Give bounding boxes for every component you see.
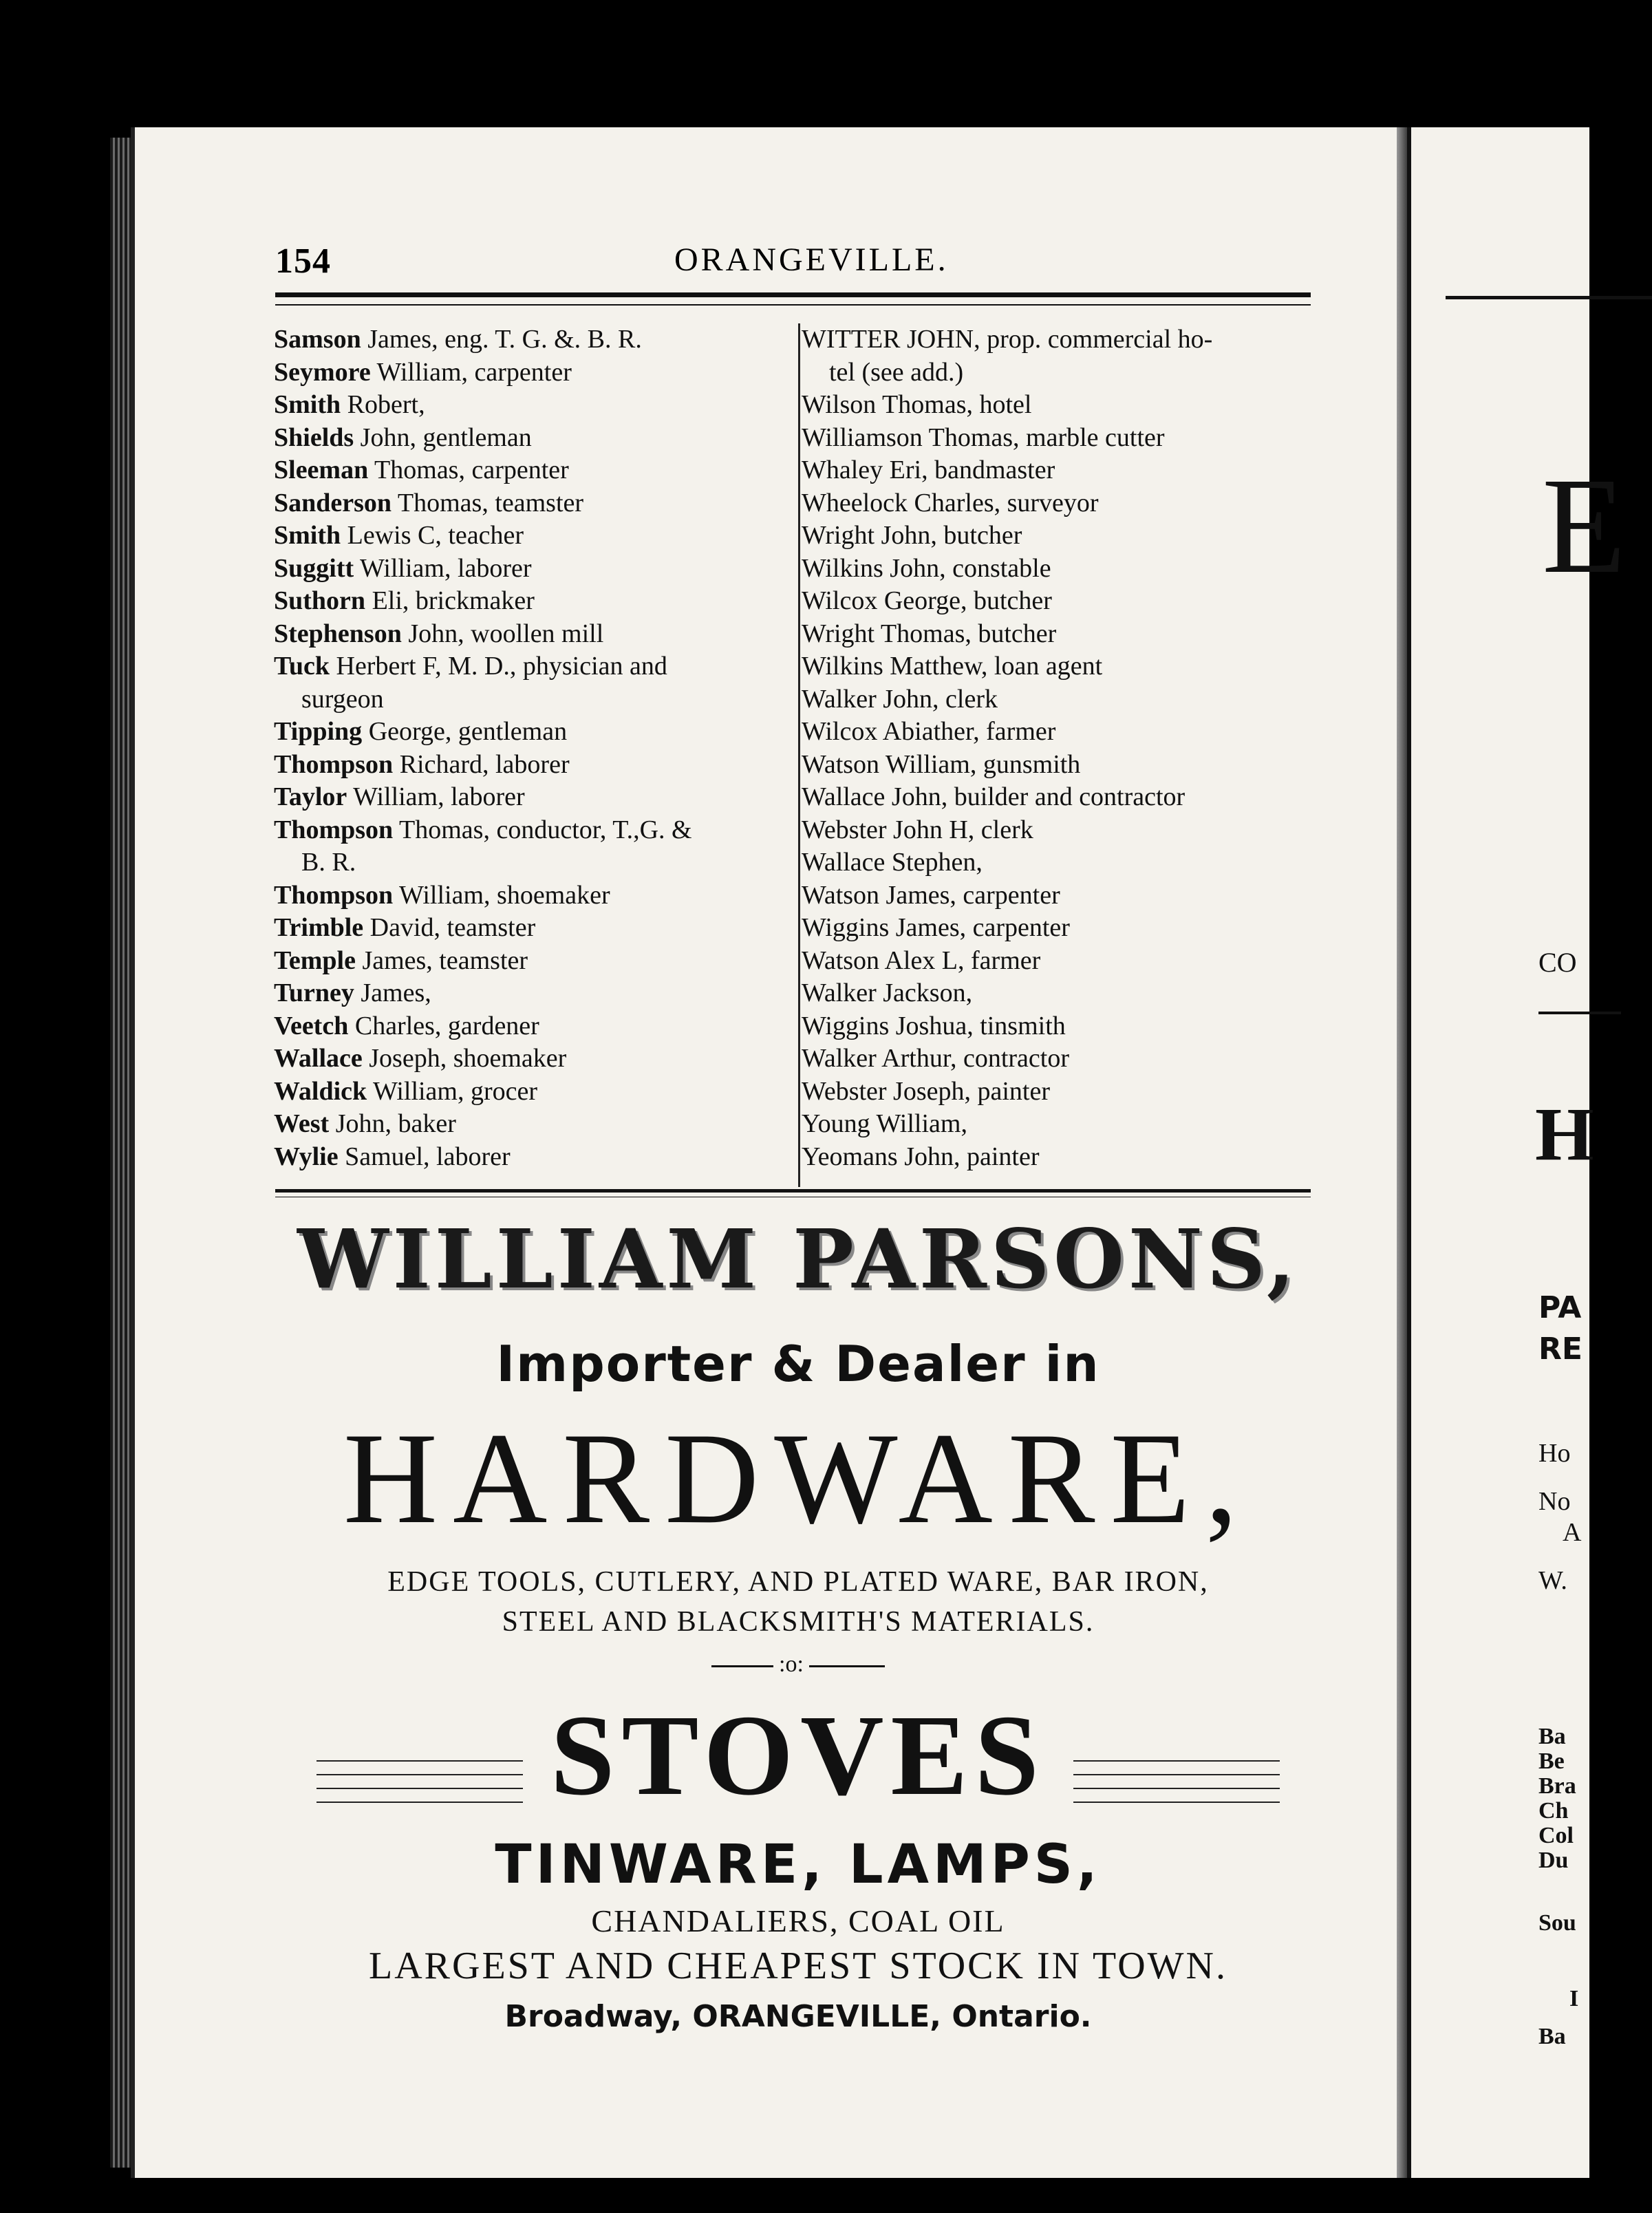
facing-no: No xyxy=(1538,1487,1571,1516)
entry-details: George, gentleman xyxy=(368,717,568,746)
directory-entry: tel (see add.) xyxy=(829,357,964,387)
entry-surname: Thompson xyxy=(274,880,394,910)
entry-surname: Sleeman xyxy=(274,456,369,484)
directory-entry xyxy=(274,781,797,814)
entry-details: John, gentleman xyxy=(360,423,532,452)
directory-entry xyxy=(274,814,797,847)
entry-details: Charles, gardener xyxy=(354,1011,539,1040)
directory-entry xyxy=(274,585,797,618)
entry-surname: Smith xyxy=(274,521,341,550)
directory-entry xyxy=(274,912,797,945)
page-header xyxy=(275,241,1307,282)
facing-a: A xyxy=(1563,1518,1582,1547)
entry-surname: Wallace xyxy=(274,1044,363,1073)
facing-list-fragment: Bra xyxy=(1538,1773,1576,1799)
directory-entry: Wilkins John, constable xyxy=(802,553,1051,583)
entry-details: Herbert F, M. D., physician and xyxy=(336,652,667,681)
largest-stock-line: LARGEST AND CHEAPEST STOCK IN TOWN. xyxy=(369,1945,1227,1987)
entry-surname: Tuck xyxy=(274,652,330,681)
directory-column-right xyxy=(802,323,1324,1173)
stoves-heading: STOVES xyxy=(550,1691,1046,1819)
directory-entry xyxy=(274,520,797,553)
facing-list-fragment: Ba xyxy=(1538,2024,1566,2049)
entry-surname: Stephenson xyxy=(274,619,402,648)
header-rule xyxy=(275,292,1311,306)
directory-entry: Walker Arthur, contractor xyxy=(802,1044,1069,1073)
directory-entry xyxy=(274,716,797,749)
directory-entry: Watson William, gunsmith xyxy=(802,749,1081,779)
directory-entry: Young William, xyxy=(802,1109,967,1138)
entry-surname: Taylor xyxy=(274,782,347,811)
directory-entry xyxy=(274,389,797,422)
entry-details: William, grocer xyxy=(372,1076,538,1106)
facing-big-letter: E xyxy=(1542,450,1627,602)
directory-entry: Wiggins James, carpenter xyxy=(802,913,1070,942)
facing-big-h: H xyxy=(1535,1092,1594,1176)
facing-list-fragment: Ba xyxy=(1538,1724,1566,1749)
facing-rule-2 xyxy=(1538,1012,1621,1014)
entry-details: William, carpenter xyxy=(376,357,572,387)
entry-details: James, eng. T. G. &. B. R. xyxy=(367,325,642,354)
facing-co: CO xyxy=(1538,947,1577,978)
entry-surname: Tipping xyxy=(274,717,363,746)
directory-entry xyxy=(274,1010,797,1043)
tinware-heading: TINWARE, LAMPS, xyxy=(495,1834,1102,1896)
entry-details: Eli, brickmaker xyxy=(372,586,535,615)
goods-list xyxy=(261,1562,1335,1642)
directory-entry: Walker John, clerk xyxy=(802,684,998,714)
directory-entry: Wilcox Abiather, farmer xyxy=(802,717,1056,746)
directory-entry: Wiggins Joshua, tinsmith xyxy=(802,1011,1066,1040)
column-divider xyxy=(798,323,800,1187)
directory-entry xyxy=(274,650,797,683)
directory-entry: Watson Alex L, farmer xyxy=(802,945,1041,975)
hardware-heading: HARDWARE, xyxy=(343,1407,1254,1551)
entry-details: Robert, xyxy=(347,390,425,419)
goods-line-2: STEEL AND BLACKSMITH'S MATERIALS. xyxy=(502,1606,1095,1638)
page-number: 154 xyxy=(275,242,331,281)
entry-details: William, laborer xyxy=(359,553,532,583)
entry-details: Joseph, shoemaker xyxy=(369,1044,567,1073)
entry-surname: Smith xyxy=(274,390,341,419)
directory-entry: Wheelock Charles, surveyor xyxy=(802,488,1099,517)
directory-entry xyxy=(274,1141,797,1174)
directory-entry xyxy=(274,553,797,586)
directory-entry: Wright Thomas, butcher xyxy=(802,619,1057,648)
facing-ho: Ho xyxy=(1538,1439,1571,1468)
entry-details: Lewis C, teacher xyxy=(347,521,524,550)
directory-entry xyxy=(274,1043,797,1076)
entry-details: Samuel, laborer xyxy=(345,1142,511,1171)
entry-surname: Temple xyxy=(274,945,356,975)
entry-details: Thomas, carpenter xyxy=(374,456,569,484)
directory-entry: Wilkins Matthew, loan agent xyxy=(802,652,1103,681)
directory-entry xyxy=(274,618,797,651)
entry-details: William, laborer xyxy=(353,782,525,811)
facing-list-fragment: Col xyxy=(1538,1823,1574,1848)
entry-surname: Trimble xyxy=(274,913,364,942)
directory-entry: WITTER JOHN, prop. commercial ho- xyxy=(802,325,1213,354)
facing-list-fragment: Du xyxy=(1538,1848,1569,1873)
advertisement-rule xyxy=(275,1189,1311,1197)
facing-list-fragment: Sou xyxy=(1538,1910,1576,1936)
hardware-advertisement xyxy=(261,1211,1335,2037)
directory-entry xyxy=(274,1108,797,1141)
entry-surname: Shields xyxy=(274,423,354,452)
directory-entry xyxy=(274,454,797,487)
directory-entry: Wilcox George, butcher xyxy=(802,586,1052,615)
entry-details: Thomas, teamster xyxy=(397,488,584,517)
facing-pa: PA xyxy=(1538,1290,1582,1325)
directory-entry: Wright John, butcher xyxy=(802,521,1022,550)
directory-entry xyxy=(274,1076,797,1109)
entry-surname: West xyxy=(274,1109,330,1138)
directory-entry: Whaley Eri, bandmaster xyxy=(802,456,1055,484)
facing-list-fragment: I xyxy=(1569,1986,1579,2011)
directory-entry: Williamson Thomas, marble cutter xyxy=(802,423,1165,452)
directory-entry: Wilson Thomas, hotel xyxy=(802,390,1032,419)
chandeliers-line: CHANDALIERS, COAL OIL xyxy=(591,1903,1005,1938)
entry-details: Richard, laborer xyxy=(399,749,570,779)
directory-entry xyxy=(274,846,797,879)
directory-column-left xyxy=(274,323,797,1173)
entry-surname: Thompson xyxy=(274,815,394,844)
directory-entry: Wallace John, builder and contractor xyxy=(802,782,1186,811)
entry-details: John, woollen mill xyxy=(408,619,604,648)
directory-entry xyxy=(274,977,797,1010)
directory-entry: Webster Joseph, painter xyxy=(802,1076,1050,1106)
directory-entry: Wallace Stephen, xyxy=(802,848,983,877)
separator-ornament xyxy=(261,1651,1335,1678)
entry-details: William, shoemaker xyxy=(399,880,610,910)
running-title: ORANGEVILLE. xyxy=(674,242,949,278)
directory-entry: Watson James, carpenter xyxy=(802,880,1060,910)
entry-details: David, teamster xyxy=(369,913,536,942)
directory-entry xyxy=(274,683,797,716)
goods-line-1: EDGE TOOLS, CUTLERY, AND PLATED WARE, BAR IRON, xyxy=(387,1566,1209,1598)
entry-surname: Veetch xyxy=(274,1011,349,1040)
directory-entry: Yeomans John, painter xyxy=(802,1142,1040,1171)
facing-list-fragment: Ch xyxy=(1538,1798,1569,1824)
directory-entry: Webster John H, clerk xyxy=(802,815,1033,844)
entry-surname: Samson xyxy=(274,325,361,354)
entry-details: John, baker xyxy=(335,1109,456,1138)
facing-page-fragment xyxy=(1407,127,1627,2178)
directory-entry xyxy=(274,356,797,389)
directory-entry xyxy=(274,323,797,356)
entry-surname: Seymore xyxy=(274,357,371,387)
directory-entry xyxy=(274,879,797,912)
separator-text: :o: xyxy=(779,1651,804,1677)
entry-surname: Thompson xyxy=(274,749,394,779)
facing-list-fragment: Be xyxy=(1538,1749,1565,1774)
entry-surname: Waldick xyxy=(274,1076,367,1106)
advertiser-name: WILLIAM PARSONS, xyxy=(297,1211,1299,1307)
entry-details: Thomas, conductor, T.,G. & xyxy=(399,815,692,844)
facing-w: W. xyxy=(1538,1566,1567,1595)
directory-entry xyxy=(274,487,797,520)
entry-surname: Turney xyxy=(274,979,354,1007)
entry-details: surgeon xyxy=(301,684,384,714)
entry-details: B. R. xyxy=(301,848,356,877)
advertiser-subtitle: Importer & Dealer in xyxy=(496,1335,1100,1393)
entry-surname: Sanderson xyxy=(274,488,392,517)
entry-surname: Wylie xyxy=(274,1142,339,1171)
entry-details: James, teamster xyxy=(362,945,528,975)
facing-re: RE xyxy=(1538,1332,1583,1367)
entry-surname: Suthorn xyxy=(274,586,366,615)
directory-entry xyxy=(274,945,797,978)
address-line: Broadway, ORANGEVILLE, Ontario. xyxy=(504,1999,1092,2034)
directory-entry: Walker Jackson, xyxy=(802,979,973,1007)
entry-surname: Suggitt xyxy=(274,553,354,583)
facing-page-rule xyxy=(1446,296,1652,299)
directory-entry xyxy=(274,749,797,782)
entry-details: James, xyxy=(361,979,431,1007)
directory-entry xyxy=(274,422,797,455)
